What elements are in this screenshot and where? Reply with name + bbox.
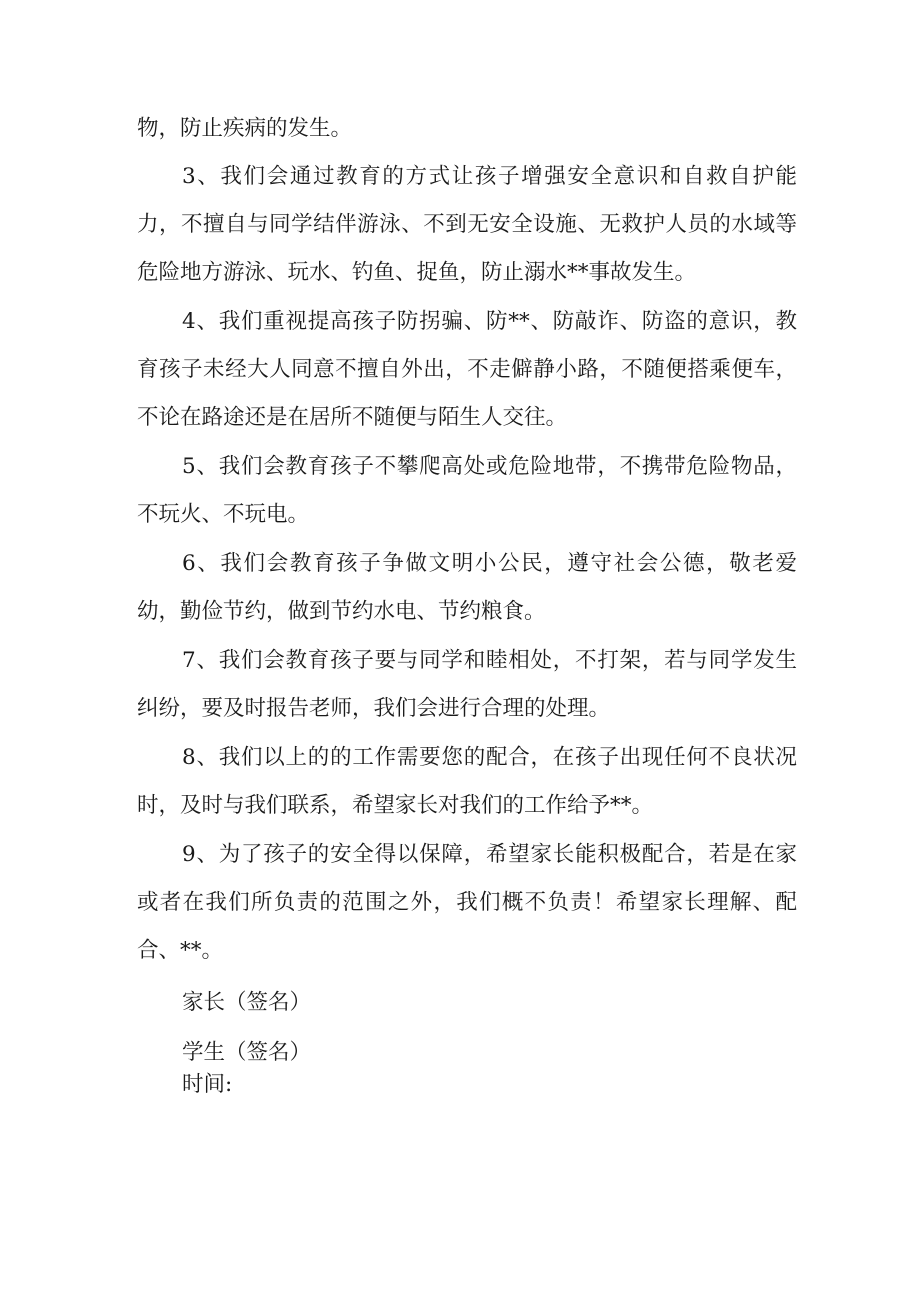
paragraph-item-6: 6、我们会教育孩子争做文明小公民，遵守社会公德，敬老爱幼，勤俭节约，做到节约水电、节约粮食。 xyxy=(137,551,797,624)
paragraph-item-3: 3、我们会通过教育的方式让孩子增强安全意识和自救自护能力，不擅自与同学结伴游泳、不到无安全设施、无救护人员的水域等危险地方游泳、玩水、钓鱼、捉鱼，防止溺水**事故发生。 xyxy=(137,164,797,285)
student-signature-label: 学生（签名） xyxy=(182,1040,312,1065)
time-label: 时间: xyxy=(182,1072,233,1097)
paragraph-item-7: 7、我们会教育孩子要与同学和睦相处，不打架，若与同学发生纠纷，要及时报告老师，我们会进行合理的处理。 xyxy=(137,648,797,721)
parent-signature-label: 家长（签名） xyxy=(182,990,312,1015)
paragraph-item-9: 9、为了孩子的安全得以保障，希望家长能积极配合，若是在家或者在我们所负责的范围之外，我们概不负责！希望家长理解、配合、**。 xyxy=(137,842,797,963)
paragraph-continuation: 物，防止疾病的发生。 xyxy=(137,116,353,141)
paragraph-item-8: 8、我们以上的的工作需要您的配合，在孩子出现任何不良状况时，及时与我们联系，希望家长对我们的工作给予**。 xyxy=(137,745,797,818)
paragraph-item-4: 4、我们重视提高孩子防拐骗、防**、防敲诈、防盗的意识，教育孩子未经大人同意不擅自外出，不走僻静小路，不随便搭乘便车，不论在路途还是在居所不随便与陌生人交往。 xyxy=(137,309,797,430)
paragraph-item-5: 5、我们会教育孩子不攀爬高处或危险地带，不携带危险物品，不玩火、不玩电。 xyxy=(137,454,797,527)
